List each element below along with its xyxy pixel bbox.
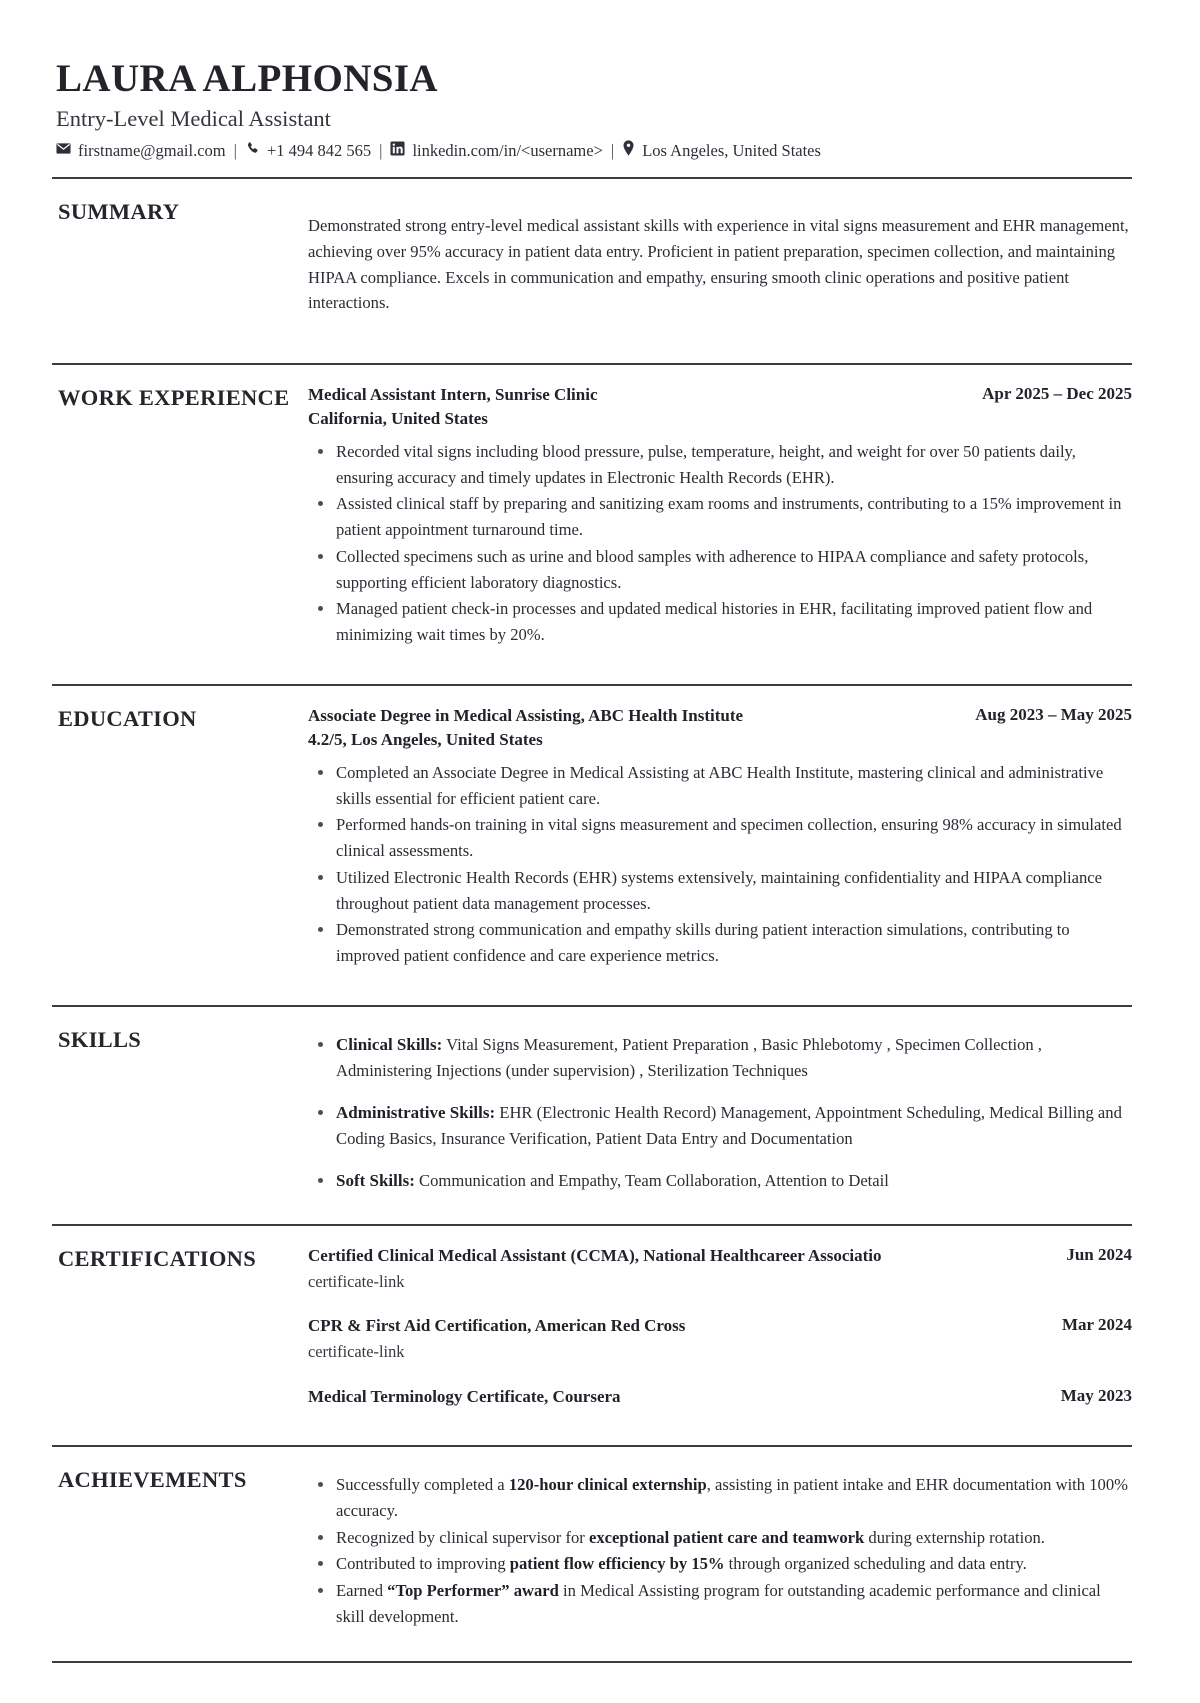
divider [52, 1661, 1132, 1663]
skill-category-label: Soft Skills: [336, 1170, 415, 1190]
location-pin-icon [622, 140, 642, 162]
section-skills [52, 1007, 1132, 1210]
certification-date: Mar 2024 [1061, 1315, 1132, 1335]
certification-entry [308, 1314, 1132, 1364]
list-item [308, 1525, 1132, 1551]
certification-date: Jun 2024 [1066, 1245, 1132, 1265]
contact-location-text: Los Angeles, United States [642, 141, 821, 161]
achievement-text-post: during externship rotation. [864, 1527, 1045, 1547]
certification-title: Medical Terminology Certificate, Coursera [308, 1386, 621, 1406]
candidate-name: LAURA ALPHONSIA [56, 57, 438, 100]
contact-phone[interactable] [245, 140, 371, 162]
skill-items: Vital Signs Measurement, Patient Preparation , Basic Phlebotomy , Specimen Collection , Administering Injections (under supervision) , Sterilization Techniques [336, 1034, 1042, 1081]
contact-email-text: firstname@gmail.com [78, 141, 226, 161]
certification-entry [308, 1244, 1132, 1294]
education-entry-bullets [308, 760, 1132, 969]
education-entry-date: Aug 2023 – May 2025 [975, 704, 1132, 724]
achievement-text-post: in Medical Assisting program for outstanding academic performance and clinical skill development. [336, 1581, 1101, 1626]
section-label-achievements: ACHIEVEMENTS [58, 1467, 247, 1493]
contact-location [622, 140, 821, 162]
list-item [308, 1032, 1132, 1084]
contact-linkedin[interactable] [390, 140, 602, 162]
certification-entry [308, 1385, 1132, 1410]
section-label-education: EDUCATION [58, 705, 197, 731]
resume-header [52, 58, 1132, 163]
section-summary [52, 179, 1132, 349]
list-item: Collected specimens such as urine and blood samples with adherence to HIPAA compliance and safety protocols, supporting efficient laboratory diagnostics. [308, 544, 1132, 595]
list-item: Managed patient check-in processes and updated medical histories in EHR, facilitating improved patient flow and minimizing wait times by 20%. [308, 596, 1132, 647]
work-entry-date: Apr 2025 – Dec 2025 [982, 383, 1132, 403]
skill-items: Communication and Empathy, Team Collaboration, Attention to Detail [419, 1170, 889, 1190]
section-achievements [52, 1447, 1132, 1646]
list-item: Utilized Electronic Health Records (EHR) systems extensively, maintaining confidentiality and HIPAA compliance throughout patient data management processes. [308, 865, 1132, 916]
contact-separator: | [233, 141, 237, 161]
certification-title: CPR & First Aid Certification, American Red Cross [308, 1316, 686, 1336]
contact-phone-text: +1 494 842 565 [266, 141, 372, 161]
candidate-job-title: Entry-Level Medical Assistant [56, 106, 331, 132]
achievement-text-post: through organized scheduling and data entry. [724, 1554, 1027, 1574]
achievement-highlight: “Top Performer” award [387, 1581, 559, 1601]
work-entry-bullets [308, 439, 1132, 648]
certification-date: May 2023 [1060, 1385, 1132, 1405]
email-icon [56, 140, 78, 162]
achievement-text-post: , assisting in patient intake and EHR documentation with 100% accuracy. [336, 1475, 1128, 1521]
achievement-highlight: 120-hour clinical externship [508, 1475, 707, 1495]
list-item: Demonstrated strong communication and empathy skills during patient interaction simulations, contributing to improved patient confidence and care experience metrics. [308, 917, 1132, 968]
list-item [308, 1551, 1132, 1577]
list-item [308, 1472, 1132, 1523]
section-label-certifications: CERTIFICATIONS [58, 1246, 257, 1272]
skill-category-label: Clinical Skills: [336, 1034, 443, 1054]
work-entry [308, 383, 1132, 648]
summary-text: Demonstrated strong entry-level medical assistant skills with experience in vital signs measurement and EHR management, achieving over 95% accuracy in patient data entry. Proficient in patient preparation, specimen collection, and maintaining HIPAA compliance. Excels in communication and empathy, ensuring smooth clinic operations and positive patient interactions. [308, 216, 1129, 313]
work-entry-location: California, United States [308, 409, 488, 429]
list-item: Performed hands-on training in vital signs measurement and specimen collection, ensuring 98% accuracy in simulated clinical assessments. [308, 812, 1132, 863]
skill-category-label: Administrative Skills: [336, 1102, 496, 1122]
certificate-link[interactable]: certificate-link [308, 1271, 405, 1291]
section-work-experience [52, 365, 1132, 670]
achievements-list [308, 1472, 1132, 1629]
section-label-skills: SKILLS [58, 1026, 142, 1052]
phone-icon [245, 140, 267, 162]
education-entry-title: Associate Degree in Medical Assisting, ABC Health Institute [308, 705, 744, 725]
work-entry-title: Medical Assistant Intern, Sunrise Clinic [308, 384, 598, 404]
section-certifications [52, 1226, 1132, 1431]
list-item [308, 1578, 1132, 1629]
skill-items: EHR (Electronic Health Record) Management, Appointment Scheduling, Medical Billing and Coding Basics, Insurance Verification, Patient Data Entry and Documentation [336, 1102, 1122, 1149]
achievement-text-pre: Contributed to improving [336, 1554, 510, 1574]
linkedin-icon [390, 140, 412, 162]
contact-line [56, 140, 1132, 162]
list-item: Completed an Associate Degree in Medical Assisting at ABC Health Institute, mastering clinical and administrative skills essential for efficient patient care. [308, 760, 1132, 811]
list-item [308, 1100, 1132, 1152]
achievement-text-pre: Recognized by clinical supervisor for [336, 1527, 589, 1547]
section-education [52, 686, 1132, 991]
list-item: Assisted clinical staff by preparing and sanitizing exam rooms and instruments, contributing to a 15% improvement in patient appointment turnaround time. [308, 491, 1132, 542]
achievement-text-pre: Earned [336, 1581, 388, 1601]
certification-title: Certified Clinical Medical Assistant (CCMA), National Healthcareer Associatio [308, 1246, 882, 1266]
list-item: Recorded vital signs including blood pressure, pulse, temperature, height, and weight for over 50 patients daily, ensuring accuracy and timely updates in Electronic Health Records (EHR). [308, 439, 1132, 490]
section-label-work-experience: WORK EXPERIENCE [58, 384, 290, 410]
education-entry-details: 4.2/5, Los Angeles, United States [308, 730, 543, 750]
achievement-highlight: exceptional patient care and teamwork [588, 1527, 865, 1547]
achievement-text-pre: Successfully completed a [336, 1475, 509, 1495]
contact-linkedin-text: linkedin.com/in/<username> [412, 141, 603, 161]
contact-separator: | [379, 141, 383, 161]
achievement-highlight: patient flow efficiency by 15% [509, 1554, 725, 1574]
contact-separator: | [610, 141, 615, 161]
list-item [308, 1168, 1132, 1194]
contact-email[interactable] [56, 140, 226, 162]
certificate-link[interactable]: certificate-link [308, 1342, 405, 1362]
section-label-summary: SUMMARY [58, 198, 180, 224]
education-entry [308, 704, 1132, 969]
skills-list [308, 1032, 1132, 1194]
